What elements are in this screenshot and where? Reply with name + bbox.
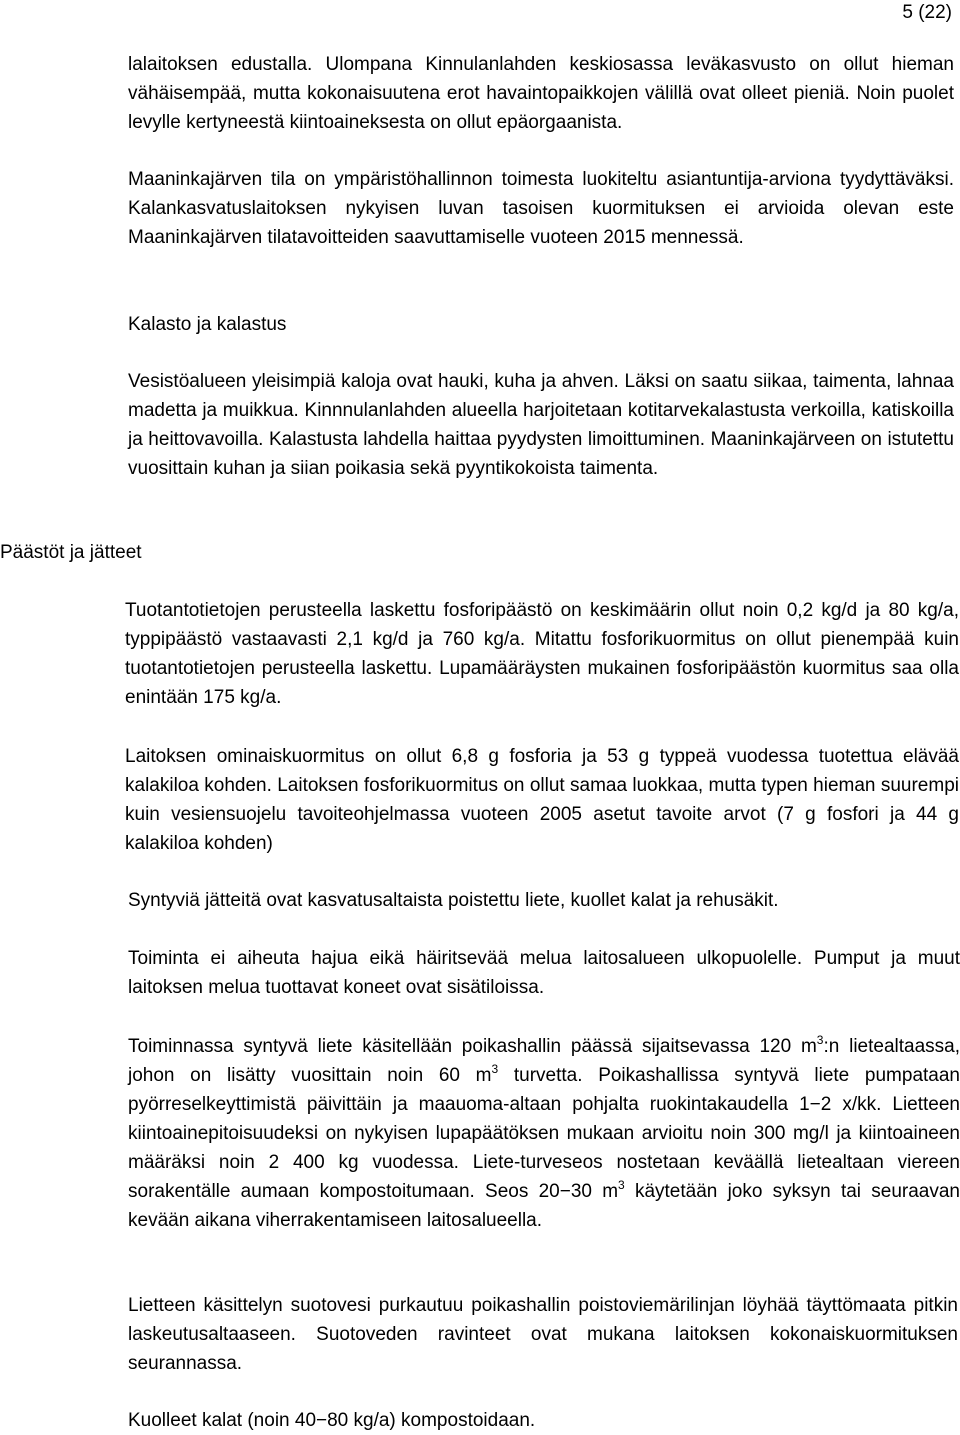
- paragraph-fosforipaasto: Tuotantotietojen perusteella laskettu fosforipäästö on keskimäärin ollut noin 0,2 kg/d ja 80 kg/a, typpipäästö vastaavasti 2,1 kg/d ja 760 kg/a. Mitattu fosforikuormitus on ollut pienempää kuin tuotantotietojen perusteella laskettu. Lupamääräysten mukainen fosforipäästön kuormitus saa olla enintään 175 kg/a.: [125, 600, 959, 708]
- liete-text-c: turvetta. Poikashallissa syntyvä liete pumpataan pyörreselkeyttimistä päivittäin ja maauoma-altaan pohjalta ruokintakaudella 1−2 x/kk. Lietteen kiintoainepitoisuudeksi on nykyisen lupapäätöksen mukaan arvioitu noin 300 mg/l ja kiintoaineen määräksi noin 2 400 kg vuodessa. Liete-turveseos nostetaan keväällä lietealtaan viereen sorakentälle aumaan kompostoitumaan. Seos 20−30 m: [128, 1065, 960, 1202]
- liete-text-d: käytetään joko syksyn tai seuraavan kevään aikana viherrakentamiseen laitosalueella.: [128, 1181, 960, 1231]
- liete-text-a: Toiminnassa syntyvä liete käsitellään poikashallin päässä sijaitsevassa 120 m: [128, 1036, 817, 1057]
- paragraph-ominaiskuormitus: Laitoksen ominaiskuormitus on ollut 6,8 g fosforia ja 53 g typpeä vuodessa tuotettua elävää kalakiloa kohden. Laitoksen fosforikuormitus on ollut samaa luokkaa, mutta typen hieman suurempi kuin vesiensuojelu tavoiteohjelmassa vuoteen 2005 asetut tavoite arvot (7 g fosfori ja 44 g kalakiloa kohden): [125, 746, 959, 854]
- superscript-3: 3: [816, 1032, 824, 1047]
- heading-kalasto-ja-kalastus: Kalasto ja kalastus: [128, 314, 287, 335]
- paragraph-kuolleet-kalat: Kuolleet kalat (noin 40−80 kg/a) kompostoidaan.: [128, 1410, 536, 1431]
- paragraph-melu: Toiminta ei aiheuta hajua eikä häiritsevää melua laitosalueen ulkopuolelle. Pumput ja muut laitoksen melua tuottavat koneet ovat sisätiloissa.: [128, 948, 960, 998]
- paragraph-maaninkajarven-tila: Maaninkajärven tila on ympäristöhallinnon toimesta luokiteltu asiantuntija-arviona tyydyttäväksi. Kalankasvatuslaitoksen nykyisen luvan tasoisen kuormituksen ei arvioida olevan este Maaninkajärven tilatavoitteiden saavuttamiselle vuoteen 2015 mennessä.: [128, 169, 954, 248]
- page-number: 5 (22): [902, 2, 952, 23]
- superscript-3: 3: [618, 1177, 625, 1192]
- paragraph-kalasto: Vesistöalueen yleisimpiä kaloja ovat hauki, kuha ja ahven. Läksi on saatu siikaa, taimenta, lahnaa madetta ja muikkua. Kinnnulanlahden alueella harjoitetaan kotitarvekalastusta verkoilla, katiskoilla ja heittovavoilla. Kalastusta lahdella haittaa pyydysten limoittuminen. Maaninkajärveen on istutettu vuosittain kuhan ja siian poikasia sekä pyyntikokoista taimenta.: [128, 371, 954, 479]
- paragraph-suotovesi: Lietteen käsittelyn suotovesi purkautuu poikashallin poistoviemärilinjan löyhää täyttömaata pitkin laskeutusaltaaseen. Suotoveden ravinteet ovat mukana laitoksen kokonaiskuormituksen seurannassa.: [128, 1295, 958, 1374]
- paragraph-jatteet: Syntyviä jätteitä ovat kasvatusaltaista poistettu liete, kuollet kalat ja rehusäkit.: [128, 890, 779, 911]
- side-heading-paastot-ja-jatteet: Päästöt ja jätteet: [0, 542, 142, 563]
- paragraph-liete: [128, 1032, 960, 1235]
- liete-text-b: :n lietealtaassa, johon on lisätty vuosittain noin 60 m: [128, 1036, 960, 1086]
- superscript-3: 3: [491, 1061, 499, 1076]
- paragraph-levakasvusto: lalaitoksen edustalla. Ulompana Kinnulanlahden keskiosassa leväkasvusto on ollut hieman vähäisempää, mutta kokonaisuutena erot havaintopaikkojen välillä ovat olleet pieniä. Noin puolet levylle kertyneestä kiintoaineksesta on ollut epäorgaanista.: [128, 54, 954, 133]
